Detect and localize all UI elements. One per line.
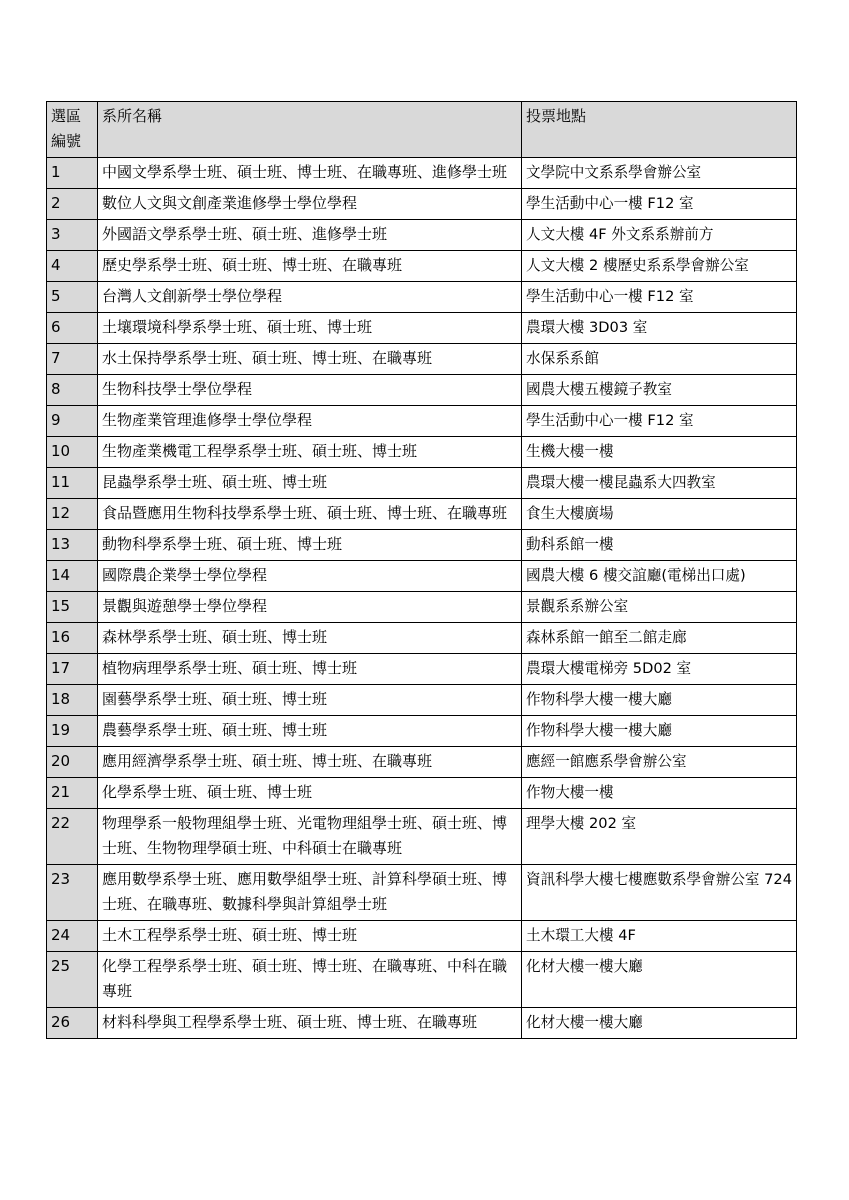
table-row xyxy=(47,865,797,921)
district-number-cell: 4 xyxy=(47,251,98,282)
department-name-cell: 物理學系一般物理組學士班、光電物理組學士班、碩士班、博士班、生物物理學碩士班、中科碩士在職專班 xyxy=(98,809,522,865)
table-row xyxy=(47,220,797,251)
header-district-number-line2: 編號 xyxy=(51,132,82,150)
polling-place-cell: 文學院中文系系學會辦公室 xyxy=(522,158,797,189)
district-number-cell: 19 xyxy=(47,716,98,747)
department-name-cell: 生物產業機電工程學系學士班、碩士班、博士班 xyxy=(98,437,522,468)
department-name-cell: 生物產業管理進修學士學位學程 xyxy=(98,406,522,437)
table-row xyxy=(47,623,797,654)
district-number-cell: 5 xyxy=(47,282,98,313)
district-number-cell: 14 xyxy=(47,561,98,592)
table-row xyxy=(47,282,797,313)
district-number-cell: 9 xyxy=(47,406,98,437)
department-name-cell: 台灣人文創新學士學位學程 xyxy=(98,282,522,313)
district-number-cell: 24 xyxy=(47,921,98,952)
table-row xyxy=(47,406,797,437)
table-row xyxy=(47,685,797,716)
district-number-cell: 6 xyxy=(47,313,98,344)
district-number-cell: 16 xyxy=(47,623,98,654)
district-number-cell: 1 xyxy=(47,158,98,189)
polling-place-cell: 化材大樓一樓大廳 xyxy=(522,1008,797,1039)
polling-place-cell: 人文大樓 4F 外文系系辦前方 xyxy=(522,220,797,251)
department-name-cell: 材料科學與工程學系學士班、碩士班、博士班、在職專班 xyxy=(98,1008,522,1039)
table-row xyxy=(47,716,797,747)
polling-place-cell: 化材大樓一樓大廳 xyxy=(522,952,797,1008)
polling-place-cell: 農環大樓電梯旁 5D02 室 xyxy=(522,654,797,685)
district-number-cell: 21 xyxy=(47,778,98,809)
table-row xyxy=(47,499,797,530)
polling-location-table-container xyxy=(46,101,796,1039)
polling-place-cell: 農環大樓一樓昆蟲系大四教室 xyxy=(522,468,797,499)
department-name-cell: 森林學系學士班、碩士班、博士班 xyxy=(98,623,522,654)
polling-place-cell: 景觀系系辦公室 xyxy=(522,592,797,623)
department-name-cell: 土壤環境科學系學士班、碩士班、博士班 xyxy=(98,313,522,344)
polling-place-cell: 應經一館應系學會辦公室 xyxy=(522,747,797,778)
department-name-cell: 園藝學系學士班、碩士班、博士班 xyxy=(98,685,522,716)
district-number-cell: 7 xyxy=(47,344,98,375)
district-number-cell: 2 xyxy=(47,189,98,220)
table-row xyxy=(47,778,797,809)
department-name-cell: 食品暨應用生物科技學系學士班、碩士班、博士班、在職專班 xyxy=(98,499,522,530)
polling-place-cell: 水保系系館 xyxy=(522,344,797,375)
table-row xyxy=(47,952,797,1008)
table-row xyxy=(47,530,797,561)
table-header xyxy=(47,102,797,158)
department-name-cell: 外國語文學系學士班、碩士班、進修學士班 xyxy=(98,220,522,251)
polling-place-cell: 資訊科學大樓七樓應數系學會辦公室 724 xyxy=(522,865,797,921)
department-name-cell: 應用數學系學士班、應用數學組學士班、計算科學碩士班、博士班、在職專班、數據科學與計算組學士班 xyxy=(98,865,522,921)
department-name-cell: 國際農企業學士學位學程 xyxy=(98,561,522,592)
polling-place-cell: 農環大樓 3D03 室 xyxy=(522,313,797,344)
polling-place-cell: 國農大樓 6 樓交誼廳(電梯出口處) xyxy=(522,561,797,592)
polling-place-cell: 國農大樓五樓鏡子教室 xyxy=(522,375,797,406)
department-name-cell: 水土保持學系學士班、碩士班、博士班、在職專班 xyxy=(98,344,522,375)
table-row xyxy=(47,189,797,220)
polling-place-cell: 作物科學大樓一樓大廳 xyxy=(522,716,797,747)
district-number-cell: 20 xyxy=(47,747,98,778)
table-row xyxy=(47,592,797,623)
polling-place-cell: 動科系館一樓 xyxy=(522,530,797,561)
district-number-cell: 11 xyxy=(47,468,98,499)
department-name-cell: 土木工程學系學士班、碩士班、博士班 xyxy=(98,921,522,952)
table-row xyxy=(47,1008,797,1039)
table-row xyxy=(47,158,797,189)
district-number-cell: 25 xyxy=(47,952,98,1008)
polling-place-cell: 作物科學大樓一樓大廳 xyxy=(522,685,797,716)
polling-location-table xyxy=(46,101,797,1039)
department-name-cell: 化學工程學系學士班、碩士班、博士班、在職專班、中科在職專班 xyxy=(98,952,522,1008)
district-number-cell: 12 xyxy=(47,499,98,530)
table-body xyxy=(47,158,797,1039)
district-number-cell: 13 xyxy=(47,530,98,561)
district-number-cell: 15 xyxy=(47,592,98,623)
header-row xyxy=(47,102,797,158)
department-name-cell: 生物科技學士學位學程 xyxy=(98,375,522,406)
department-name-cell: 應用經濟學系學士班、碩士班、博士班、在職專班 xyxy=(98,747,522,778)
table-row xyxy=(47,313,797,344)
department-name-cell: 昆蟲學系學士班、碩士班、博士班 xyxy=(98,468,522,499)
polling-place-cell: 學生活動中心一樓 F12 室 xyxy=(522,189,797,220)
department-name-cell: 景觀與遊憩學士學位學程 xyxy=(98,592,522,623)
table-row xyxy=(47,344,797,375)
district-number-cell: 23 xyxy=(47,865,98,921)
polling-place-cell: 學生活動中心一樓 F12 室 xyxy=(522,282,797,313)
table-row xyxy=(47,251,797,282)
department-name-cell: 中國文學系學士班、碩士班、博士班、在職專班、進修學士班 xyxy=(98,158,522,189)
polling-place-cell: 作物大樓一樓 xyxy=(522,778,797,809)
table-row xyxy=(47,921,797,952)
department-name-cell: 化學系學士班、碩士班、博士班 xyxy=(98,778,522,809)
header-district-number-line1: 選區 xyxy=(51,107,82,125)
table-row xyxy=(47,654,797,685)
district-number-cell: 8 xyxy=(47,375,98,406)
district-number-cell: 3 xyxy=(47,220,98,251)
polling-place-cell: 生機大樓一樓 xyxy=(522,437,797,468)
polling-place-cell: 學生活動中心一樓 F12 室 xyxy=(522,406,797,437)
polling-place-cell: 理學大樓 202 室 xyxy=(522,809,797,865)
polling-place-cell: 土木環工大樓 4F xyxy=(522,921,797,952)
header-district-number xyxy=(47,102,98,158)
district-number-cell: 22 xyxy=(47,809,98,865)
polling-place-cell: 人文大樓 2 樓歷史系系學會辦公室 xyxy=(522,251,797,282)
department-name-cell: 農藝學系學士班、碩士班、博士班 xyxy=(98,716,522,747)
department-name-cell: 動物科學系學士班、碩士班、博士班 xyxy=(98,530,522,561)
district-number-cell: 26 xyxy=(47,1008,98,1039)
district-number-cell: 10 xyxy=(47,437,98,468)
table-row xyxy=(47,747,797,778)
table-row xyxy=(47,809,797,865)
department-name-cell: 植物病理學系學士班、碩士班、博士班 xyxy=(98,654,522,685)
table-row xyxy=(47,437,797,468)
table-row xyxy=(47,468,797,499)
polling-place-cell: 森林系館一館至二館走廊 xyxy=(522,623,797,654)
header-department-name: 系所名稱 xyxy=(98,102,522,158)
table-row xyxy=(47,561,797,592)
department-name-cell: 歷史學系學士班、碩士班、博士班、在職專班 xyxy=(98,251,522,282)
header-polling-place: 投票地點 xyxy=(522,102,797,158)
polling-place-cell: 食生大樓廣場 xyxy=(522,499,797,530)
district-number-cell: 18 xyxy=(47,685,98,716)
department-name-cell: 數位人文與文創產業進修學士學位學程 xyxy=(98,189,522,220)
table-row xyxy=(47,375,797,406)
district-number-cell: 17 xyxy=(47,654,98,685)
